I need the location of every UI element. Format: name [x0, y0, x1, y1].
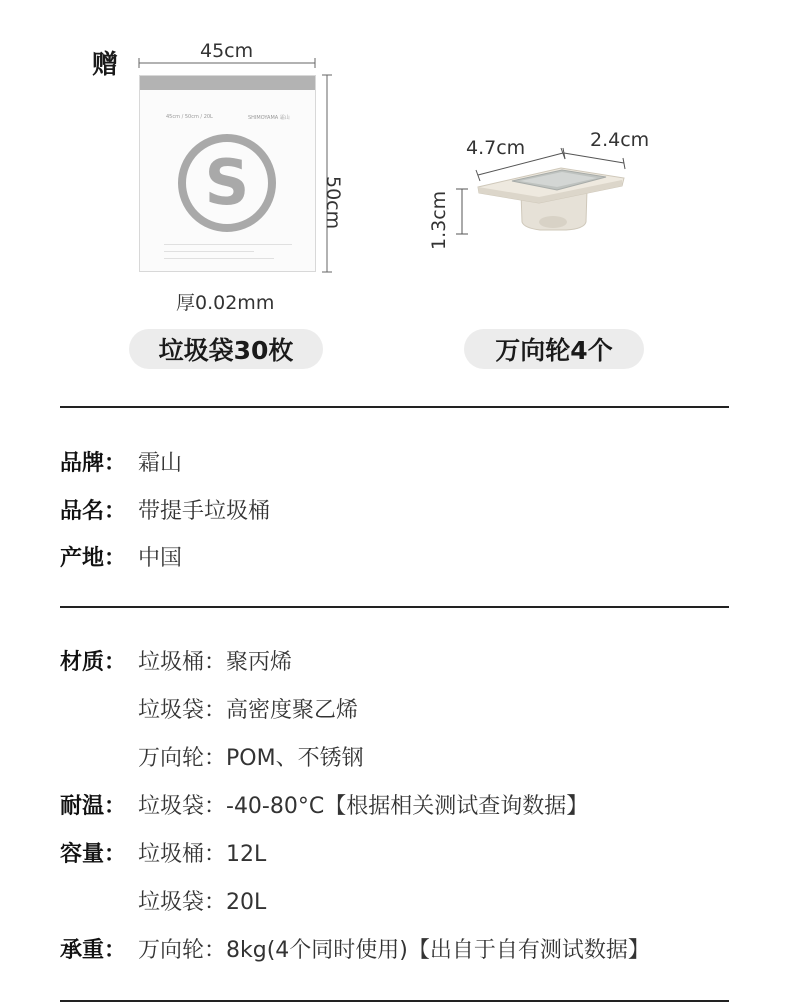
- caster-illustration: [450, 145, 640, 245]
- caster-count-badge: 万向轮4个: [464, 329, 644, 369]
- gift-label: 赠: [92, 50, 119, 80]
- origin-value: 中国: [138, 545, 183, 571]
- bag-print-brand: SHIMOYAMA 霜山: [248, 115, 290, 121]
- capacity-row: [60, 835, 266, 869]
- capacity-value-bin: 垃圾桶：12L: [138, 841, 267, 867]
- caster-height-label: 1.3cm: [428, 190, 450, 250]
- bag-width-label: 45cm: [200, 40, 254, 62]
- s-logo-letter: S: [204, 146, 250, 219]
- brand-row: [60, 444, 182, 478]
- bag-thickness-label: 厚0.02mm: [176, 292, 275, 314]
- material-value-caster: 万向轮：POM、不锈钢: [138, 745, 364, 771]
- brand-value: 霜山: [138, 450, 183, 476]
- bag-height-label: 50cm: [322, 176, 344, 230]
- bag-print-line: [164, 258, 274, 259]
- product-name-value: 带提手垃圾桶: [138, 498, 271, 524]
- brand-label: 品牌：: [60, 450, 127, 476]
- caster-width-label: 2.4cm: [590, 129, 650, 151]
- section-divider: [60, 606, 729, 608]
- load-row: [60, 931, 650, 965]
- material-label: 材质：: [60, 649, 127, 675]
- bag-height-dimension-line: [320, 73, 334, 275]
- bag-print-line: [164, 251, 254, 252]
- bag-print-line: [164, 244, 292, 245]
- material-value-bin: 垃圾桶：聚丙烯: [138, 649, 293, 675]
- product-name-row: [60, 492, 270, 526]
- capacity-label: 容量：: [60, 841, 127, 867]
- bag-count-badge: 垃圾袋30枚: [129, 329, 323, 369]
- bag-width-dimension-line: [136, 56, 318, 70]
- load-value: 万向轮：8kg(4个同时使用)【出自于自有测试数据】: [138, 937, 650, 963]
- material-value-bag: 垃圾袋：高密度聚乙烯: [138, 697, 359, 723]
- material-row: [60, 643, 292, 677]
- caster-length-label: 4.7cm: [466, 137, 526, 159]
- load-label: 承重：: [60, 937, 127, 963]
- product-name-label: 品名：: [60, 498, 127, 524]
- section-divider: [60, 406, 729, 408]
- bag-top-band: [140, 76, 315, 90]
- temperature-label: 耐温：: [60, 793, 127, 819]
- capacity-value-bag: 垃圾袋：20L: [138, 889, 267, 915]
- temperature-row: [60, 787, 588, 821]
- origin-label: 产地：: [60, 545, 127, 571]
- garbage-bag-illustration: [139, 75, 316, 272]
- section-divider: [60, 1000, 729, 1002]
- temperature-value: 垃圾袋：-40-80°C【根据相关测试查询数据】: [138, 793, 589, 819]
- origin-row: [60, 539, 182, 573]
- s-logo-icon: [178, 134, 276, 232]
- bag-print-size: 45cm / 50cm / 20L: [166, 114, 213, 120]
